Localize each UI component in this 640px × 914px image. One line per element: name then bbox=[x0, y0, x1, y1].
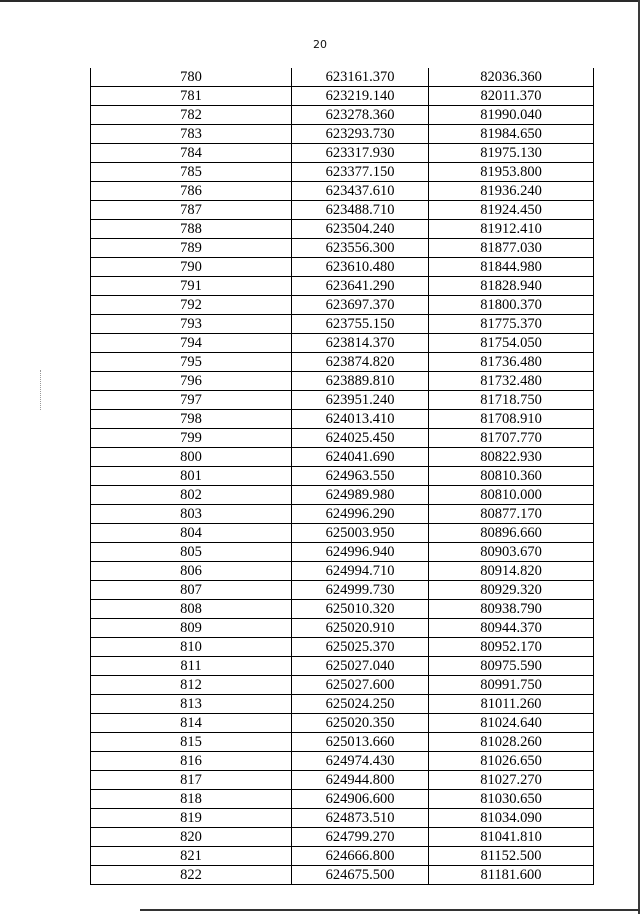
x-coordinate-cell: 625020.350 bbox=[292, 714, 429, 733]
x-coordinate-cell: 624013.410 bbox=[292, 410, 429, 429]
y-coordinate-cell: 80975.590 bbox=[429, 657, 594, 676]
table-row bbox=[91, 391, 594, 410]
table-row bbox=[91, 106, 594, 125]
page-number: 20 bbox=[313, 38, 327, 51]
x-coordinate-cell: 623610.480 bbox=[292, 258, 429, 277]
point-number-cell: 814 bbox=[91, 714, 292, 733]
table-row bbox=[91, 581, 594, 600]
y-coordinate-cell: 81011.260 bbox=[429, 695, 594, 714]
x-coordinate-cell: 624999.730 bbox=[292, 581, 429, 600]
y-coordinate-cell: 81024.640 bbox=[429, 714, 594, 733]
point-number-cell: 812 bbox=[91, 676, 292, 695]
x-coordinate-cell: 623641.290 bbox=[292, 277, 429, 296]
point-number-cell: 784 bbox=[91, 144, 292, 163]
table-row bbox=[91, 258, 594, 277]
point-number-cell: 804 bbox=[91, 524, 292, 543]
table-row bbox=[91, 429, 594, 448]
point-number-cell: 820 bbox=[91, 828, 292, 847]
x-coordinate-cell: 623951.240 bbox=[292, 391, 429, 410]
point-number-cell: 792 bbox=[91, 296, 292, 315]
table-row bbox=[91, 676, 594, 695]
point-number-cell: 782 bbox=[91, 106, 292, 125]
y-coordinate-cell: 81030.650 bbox=[429, 790, 594, 809]
y-coordinate-cell: 80877.170 bbox=[429, 505, 594, 524]
point-number-cell: 780 bbox=[91, 68, 292, 87]
table-row bbox=[91, 714, 594, 733]
point-number-cell: 799 bbox=[91, 429, 292, 448]
x-coordinate-cell: 623317.930 bbox=[292, 144, 429, 163]
table-row bbox=[91, 467, 594, 486]
table-row bbox=[91, 600, 594, 619]
y-coordinate-cell: 80952.170 bbox=[429, 638, 594, 657]
table-row bbox=[91, 296, 594, 315]
point-number-cell: 794 bbox=[91, 334, 292, 353]
table-row bbox=[91, 638, 594, 657]
x-coordinate-cell: 624873.510 bbox=[292, 809, 429, 828]
y-coordinate-cell: 80991.750 bbox=[429, 676, 594, 695]
table-row bbox=[91, 220, 594, 239]
y-coordinate-cell: 81975.130 bbox=[429, 144, 594, 163]
y-coordinate-cell: 81984.650 bbox=[429, 125, 594, 144]
x-coordinate-cell: 624974.430 bbox=[292, 752, 429, 771]
x-coordinate-cell: 624799.270 bbox=[292, 828, 429, 847]
x-coordinate-cell: 625027.040 bbox=[292, 657, 429, 676]
x-coordinate-cell: 623437.610 bbox=[292, 182, 429, 201]
scan-edge-top bbox=[0, 0, 640, 2]
y-coordinate-cell: 80903.670 bbox=[429, 543, 594, 562]
table-row bbox=[91, 163, 594, 182]
y-coordinate-cell: 82011.370 bbox=[429, 87, 594, 106]
point-number-cell: 801 bbox=[91, 467, 292, 486]
x-coordinate-cell: 623488.710 bbox=[292, 201, 429, 220]
point-number-cell: 805 bbox=[91, 543, 292, 562]
table-row bbox=[91, 372, 594, 391]
table-row bbox=[91, 505, 594, 524]
point-number-cell: 787 bbox=[91, 201, 292, 220]
x-coordinate-cell: 624963.550 bbox=[292, 467, 429, 486]
point-number-cell: 822 bbox=[91, 866, 292, 885]
x-coordinate-cell: 624041.690 bbox=[292, 448, 429, 467]
point-number-cell: 800 bbox=[91, 448, 292, 467]
table-row bbox=[91, 182, 594, 201]
table-row bbox=[91, 562, 594, 581]
x-coordinate-cell: 625024.250 bbox=[292, 695, 429, 714]
point-number-cell: 791 bbox=[91, 277, 292, 296]
y-coordinate-cell: 80896.660 bbox=[429, 524, 594, 543]
table-row bbox=[91, 809, 594, 828]
point-number-cell: 817 bbox=[91, 771, 292, 790]
point-number-cell: 783 bbox=[91, 125, 292, 144]
y-coordinate-cell: 81181.600 bbox=[429, 866, 594, 885]
y-coordinate-cell: 81041.810 bbox=[429, 828, 594, 847]
point-number-cell: 798 bbox=[91, 410, 292, 429]
point-number-cell: 816 bbox=[91, 752, 292, 771]
scan-artifact bbox=[40, 370, 42, 410]
point-number-cell: 809 bbox=[91, 619, 292, 638]
table-row bbox=[91, 448, 594, 467]
y-coordinate-cell: 81844.980 bbox=[429, 258, 594, 277]
table-row bbox=[91, 239, 594, 258]
point-number-cell: 788 bbox=[91, 220, 292, 239]
y-coordinate-cell: 81026.650 bbox=[429, 752, 594, 771]
y-coordinate-cell: 80810.360 bbox=[429, 467, 594, 486]
point-number-cell: 797 bbox=[91, 391, 292, 410]
x-coordinate-cell: 624025.450 bbox=[292, 429, 429, 448]
table-row bbox=[91, 771, 594, 790]
x-coordinate-cell: 624996.940 bbox=[292, 543, 429, 562]
point-number-cell: 815 bbox=[91, 733, 292, 752]
x-coordinate-cell: 624666.800 bbox=[292, 847, 429, 866]
table-row bbox=[91, 486, 594, 505]
y-coordinate-cell: 80929.320 bbox=[429, 581, 594, 600]
table-row bbox=[91, 695, 594, 714]
table-row bbox=[91, 752, 594, 771]
y-coordinate-cell: 80914.820 bbox=[429, 562, 594, 581]
point-number-cell: 813 bbox=[91, 695, 292, 714]
x-coordinate-cell: 623161.370 bbox=[292, 68, 429, 87]
table-row bbox=[91, 543, 594, 562]
y-coordinate-cell: 81034.090 bbox=[429, 809, 594, 828]
x-coordinate-cell: 623293.730 bbox=[292, 125, 429, 144]
table-row bbox=[91, 201, 594, 220]
coordinates-table-body bbox=[91, 68, 594, 885]
y-coordinate-cell: 81877.030 bbox=[429, 239, 594, 258]
y-coordinate-cell: 80810.000 bbox=[429, 486, 594, 505]
point-number-cell: 806 bbox=[91, 562, 292, 581]
x-coordinate-cell: 625020.910 bbox=[292, 619, 429, 638]
x-coordinate-cell: 623504.240 bbox=[292, 220, 429, 239]
point-number-cell: 802 bbox=[91, 486, 292, 505]
table-row bbox=[91, 524, 594, 543]
y-coordinate-cell: 81707.770 bbox=[429, 429, 594, 448]
y-coordinate-cell: 81990.040 bbox=[429, 106, 594, 125]
point-number-cell: 810 bbox=[91, 638, 292, 657]
point-number-cell: 795 bbox=[91, 353, 292, 372]
table-row bbox=[91, 847, 594, 866]
y-coordinate-cell: 81775.370 bbox=[429, 315, 594, 334]
y-coordinate-cell: 81028.260 bbox=[429, 733, 594, 752]
y-coordinate-cell: 81027.270 bbox=[429, 771, 594, 790]
point-number-cell: 803 bbox=[91, 505, 292, 524]
y-coordinate-cell: 81936.240 bbox=[429, 182, 594, 201]
x-coordinate-cell: 624994.710 bbox=[292, 562, 429, 581]
point-number-cell: 789 bbox=[91, 239, 292, 258]
x-coordinate-cell: 623814.370 bbox=[292, 334, 429, 353]
table-row bbox=[91, 733, 594, 752]
x-coordinate-cell: 624989.980 bbox=[292, 486, 429, 505]
y-coordinate-cell: 81828.940 bbox=[429, 277, 594, 296]
x-coordinate-cell: 624675.500 bbox=[292, 866, 429, 885]
coordinates-table bbox=[90, 68, 594, 885]
y-coordinate-cell: 81718.750 bbox=[429, 391, 594, 410]
y-coordinate-cell: 81800.370 bbox=[429, 296, 594, 315]
point-number-cell: 821 bbox=[91, 847, 292, 866]
table-row bbox=[91, 790, 594, 809]
point-number-cell: 807 bbox=[91, 581, 292, 600]
x-coordinate-cell: 625025.370 bbox=[292, 638, 429, 657]
y-coordinate-cell: 81924.450 bbox=[429, 201, 594, 220]
point-number-cell: 785 bbox=[91, 163, 292, 182]
table-row bbox=[91, 68, 594, 87]
x-coordinate-cell: 623377.150 bbox=[292, 163, 429, 182]
y-coordinate-cell: 81912.410 bbox=[429, 220, 594, 239]
table-row bbox=[91, 619, 594, 638]
x-coordinate-cell: 624996.290 bbox=[292, 505, 429, 524]
table-row bbox=[91, 144, 594, 163]
x-coordinate-cell: 624944.800 bbox=[292, 771, 429, 790]
table-row bbox=[91, 353, 594, 372]
point-number-cell: 819 bbox=[91, 809, 292, 828]
y-coordinate-cell: 81736.480 bbox=[429, 353, 594, 372]
x-coordinate-cell: 623889.810 bbox=[292, 372, 429, 391]
point-number-cell: 790 bbox=[91, 258, 292, 277]
table-row bbox=[91, 315, 594, 334]
point-number-cell: 786 bbox=[91, 182, 292, 201]
table-row bbox=[91, 125, 594, 144]
x-coordinate-cell: 623219.140 bbox=[292, 87, 429, 106]
table-row bbox=[91, 87, 594, 106]
table-row bbox=[91, 277, 594, 296]
x-coordinate-cell: 623278.360 bbox=[292, 106, 429, 125]
y-coordinate-cell: 81708.910 bbox=[429, 410, 594, 429]
point-number-cell: 818 bbox=[91, 790, 292, 809]
point-number-cell: 811 bbox=[91, 657, 292, 676]
table-row bbox=[91, 410, 594, 429]
x-coordinate-cell: 623755.150 bbox=[292, 315, 429, 334]
x-coordinate-cell: 623874.820 bbox=[292, 353, 429, 372]
x-coordinate-cell: 625027.600 bbox=[292, 676, 429, 695]
y-coordinate-cell: 81953.800 bbox=[429, 163, 594, 182]
table-row bbox=[91, 334, 594, 353]
point-number-cell: 808 bbox=[91, 600, 292, 619]
point-number-cell: 793 bbox=[91, 315, 292, 334]
y-coordinate-cell: 81754.050 bbox=[429, 334, 594, 353]
y-coordinate-cell: 82036.360 bbox=[429, 68, 594, 87]
x-coordinate-cell: 625010.320 bbox=[292, 600, 429, 619]
x-coordinate-cell: 624906.600 bbox=[292, 790, 429, 809]
x-coordinate-cell: 625003.950 bbox=[292, 524, 429, 543]
x-coordinate-cell: 623556.300 bbox=[292, 239, 429, 258]
point-number-cell: 796 bbox=[91, 372, 292, 391]
scan-edge-bottom bbox=[140, 909, 640, 911]
x-coordinate-cell: 625013.660 bbox=[292, 733, 429, 752]
y-coordinate-cell: 80822.930 bbox=[429, 448, 594, 467]
table-row bbox=[91, 828, 594, 847]
point-number-cell: 781 bbox=[91, 87, 292, 106]
y-coordinate-cell: 80944.370 bbox=[429, 619, 594, 638]
table-row bbox=[91, 866, 594, 885]
y-coordinate-cell: 80938.790 bbox=[429, 600, 594, 619]
y-coordinate-cell: 81732.480 bbox=[429, 372, 594, 391]
table-row bbox=[91, 657, 594, 676]
y-coordinate-cell: 81152.500 bbox=[429, 847, 594, 866]
x-coordinate-cell: 623697.370 bbox=[292, 296, 429, 315]
